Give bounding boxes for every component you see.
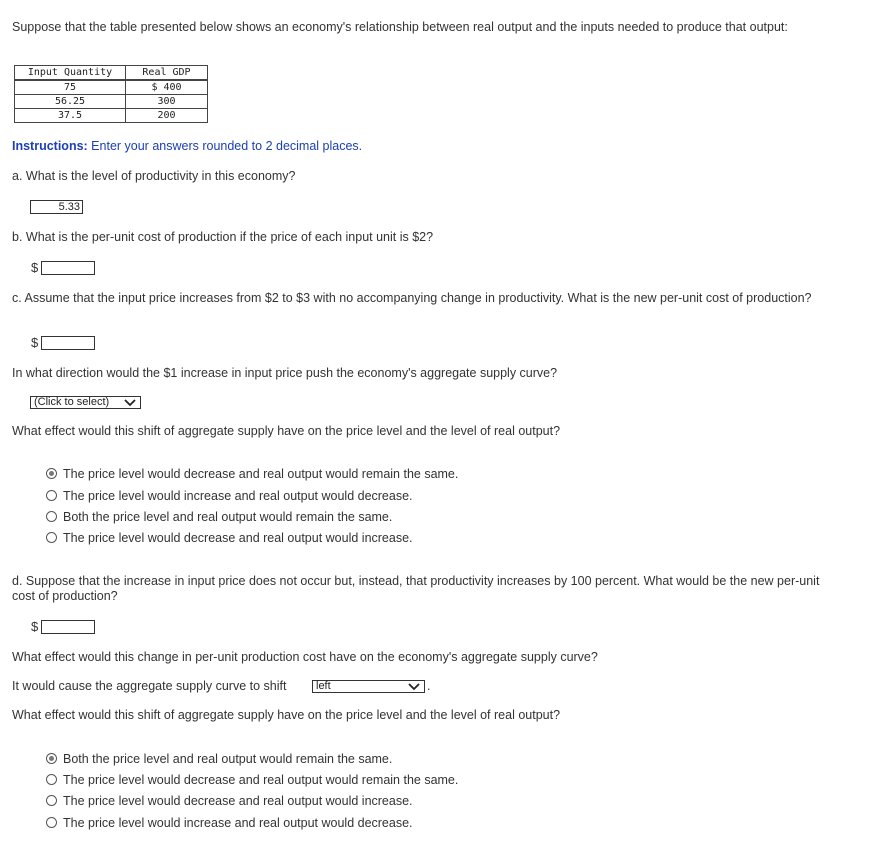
table-header-row [15, 66, 208, 81]
shift-sentence [12, 679, 286, 693]
radio-icon[interactable] [46, 817, 57, 828]
question-c: c. Assume that the input price increases from $2 to $3 with no accompanying change in productivity. What is the new per-unit cost of production? [12, 291, 812, 305]
table-cell: $ 400 [126, 80, 208, 95]
question-a: a. What is the level of productivity in this economy? [12, 169, 296, 183]
table-row [15, 80, 208, 95]
question-d-effect: What effect would this shift of aggregate supply have on the price level and the level of real output? [12, 708, 561, 722]
question-c-direction: In what direction would the $1 increase in input price push the economy's aggregate supply curve? [12, 366, 558, 380]
table-header-input-quantity: Input Quantity [15, 66, 126, 81]
shift-select-value: left [316, 680, 331, 692]
instructions-label: Instructions: [12, 139, 88, 153]
instructions [12, 139, 362, 153]
table-row [15, 109, 208, 123]
radio-selected-icon[interactable] [46, 753, 57, 764]
radio-label: The price level would decrease and real output would increase. [63, 794, 413, 808]
radio-option-d-1[interactable] [46, 751, 392, 767]
radio-label: The price level would decrease and real output would remain the same. [63, 467, 459, 481]
table-cell: 200 [126, 109, 208, 123]
radio-label: The price level would decrease and real output would remain the same. [63, 773, 459, 787]
radio-icon[interactable] [46, 532, 57, 543]
chevron-down-icon [124, 397, 136, 408]
question-d: d. Suppose that the increase in input price does not occur but, instead, that productivity increases by 100 percent. What would be the new per-unit cost of production? [12, 574, 820, 603]
currency-symbol-d: $ [31, 619, 39, 634]
radio-selected-icon[interactable] [46, 468, 57, 479]
answer-d-input[interactable] [41, 620, 95, 634]
answer-c-input[interactable] [41, 336, 95, 350]
shift-suffix: . [427, 679, 431, 693]
currency-symbol-c: $ [31, 335, 39, 350]
instructions-text: Enter your answers rounded to 2 decimal places. [87, 139, 363, 153]
radio-icon[interactable] [46, 795, 57, 806]
input-gdp-table [14, 65, 208, 123]
radio-label: The price level would increase and real output would decrease. [63, 816, 413, 830]
radio-option-d-3[interactable] [46, 793, 413, 809]
radio-option-d-2[interactable] [46, 772, 458, 788]
radio-option-c-4[interactable] [46, 530, 413, 546]
direction-select[interactable] [30, 396, 141, 409]
table-row [15, 95, 208, 109]
intro-text: Suppose that the table presented below shows an economy's relationship between real output and the inputs needed to produce that output: [12, 20, 788, 34]
radio-icon[interactable] [46, 774, 57, 785]
shift-prefix: It would cause the aggregate supply curve to shift [12, 679, 287, 693]
radio-option-c-1[interactable] [46, 466, 458, 482]
table-cell: 300 [126, 95, 208, 109]
radio-label: The price level would decrease and real output would increase. [63, 531, 413, 545]
radio-label: Both the price level and real output would remain the same. [63, 510, 393, 524]
table-cell: 37.5 [15, 109, 126, 123]
radio-label: Both the price level and real output would remain the same. [63, 752, 393, 766]
question-d-as: What effect would this change in per-unit production cost have on the economy's aggregate supply curve? [12, 650, 598, 664]
radio-label: The price level would increase and real output would decrease. [63, 489, 413, 503]
table-cell: 75 [15, 80, 126, 95]
answer-b-input[interactable] [41, 261, 95, 275]
question-b: b. What is the per-unit cost of production if the price of each input unit is $2? [12, 230, 434, 244]
direction-select-value: (Click to select) [34, 396, 110, 408]
radio-option-c-3[interactable] [46, 509, 392, 525]
table-cell: 56.25 [15, 95, 126, 109]
radio-icon[interactable] [46, 490, 57, 501]
chevron-down-icon [408, 681, 420, 692]
shift-select[interactable] [312, 680, 425, 693]
currency-symbol-b: $ [31, 260, 39, 275]
question-c-effect: What effect would this shift of aggregate supply have on the price level and the level of real output? [12, 424, 561, 438]
radio-option-d-4[interactable] [46, 815, 413, 831]
table-header-real-gdp: Real GDP [126, 66, 208, 81]
radio-option-c-2[interactable] [46, 488, 413, 504]
radio-icon[interactable] [46, 511, 57, 522]
answer-a-input[interactable]: 5.33 [30, 200, 83, 214]
